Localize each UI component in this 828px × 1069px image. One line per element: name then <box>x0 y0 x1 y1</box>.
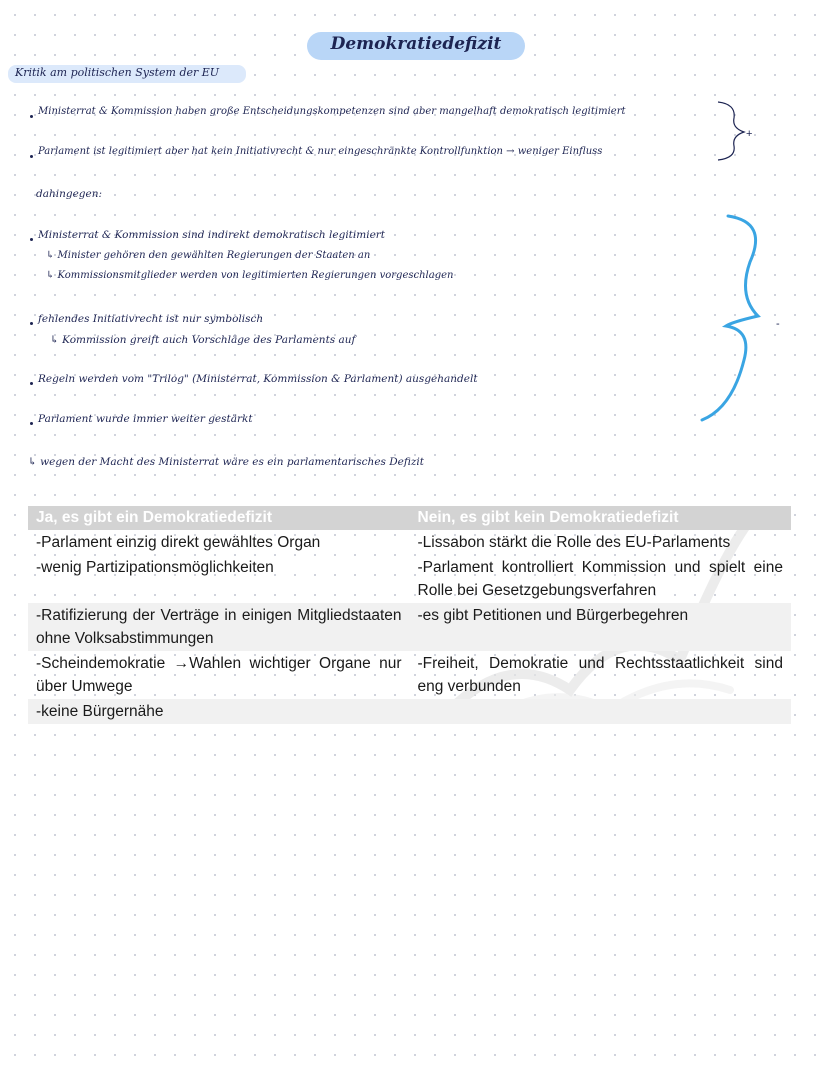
cell-yes: -keine Bürgernähe <box>28 699 410 724</box>
cell-yes: -wenig Partizipationsmöglichkeiten <box>36 559 274 576</box>
note-line-1: Ministerrat & Kommission haben große Entscheidungskompetenzen sind aber mangelhaft demokratisch legitimiert <box>38 106 626 117</box>
cell-yes: -Ratifizierung der Verträge in einigen Mitgliedstaaten ohne Volksabstimmungen <box>28 603 410 651</box>
page-title: Demokratiedefizit <box>330 34 502 54</box>
header-yes: Ja, es gibt ein Demokratiedefizit <box>28 506 410 530</box>
table-row <box>28 603 791 651</box>
subtitle: Kritik am politischen System der EU <box>15 66 220 79</box>
note-line-7: ↳ wegen der Macht des Ministerrat wäre es ein parlamentarisches Defizit <box>28 456 425 468</box>
brace-small <box>718 102 744 160</box>
cell-no: -es gibt Petitionen und Bürgerbegehren <box>410 603 792 651</box>
brace-large-blue <box>702 216 758 420</box>
brace-minus-sign: - <box>776 318 780 330</box>
note-line-3b: ↳ Kommissionsmitglieder werden von legitimierten Regierungen vorgeschlagen <box>46 270 454 281</box>
cell-yes: -Scheindemokratie →Wahlen wichtiger Organe nur über Umwege <box>36 655 402 695</box>
note-dahingegen: dahingegen: <box>36 188 103 200</box>
note-line-4: fehlendes Initiativrecht ist nur symbolisch <box>38 313 264 325</box>
note-line-5: Regeln werden vom "Trilog" (Ministerrat, Kommission & Parlament) ausgehandelt <box>38 373 478 385</box>
table-row <box>28 530 791 555</box>
note-line-3: Ministerrat & Kommission sind indirekt demokratisch legitimiert <box>38 229 386 241</box>
note-line-6: Parlament wurde immer weiter gestärkt <box>38 413 253 425</box>
table-row <box>28 651 791 699</box>
cell-no: -Parlament kontrolliert Kommission und spielt eine Rolle bei Gesetzgebungsverfahren <box>417 559 783 599</box>
note-line-4a: ↳ Kommission greift auch Vorschläge des Parlaments auf <box>50 334 356 346</box>
cell-yes: -Parlament einzig direkt gewähltes Organ <box>36 534 321 551</box>
header-no: Nein, es gibt kein Demokratiedefizit <box>410 506 792 530</box>
cell-no <box>410 699 792 724</box>
brace-plus-sign: + <box>746 128 753 140</box>
table-row <box>28 555 791 603</box>
note-line-2: Parlament ist legitimiert aber hat kein Initiativrecht & nur eingeschränkte Kontrollfunktion → weniger Einfluss <box>38 146 603 157</box>
note-line-3a: ↳ Minister gehören den gewählten Regierungen der Staaten an <box>46 250 371 261</box>
cell-no: -Freiheit, Demokratie und Rechtsstaatlichkeit sind eng verbunden <box>417 655 783 695</box>
cell-no: -Lissabon stärkt die Rolle des EU-Parlaments <box>417 534 731 551</box>
brace-drawings <box>0 0 828 480</box>
table-header-row <box>28 506 791 530</box>
table-row <box>28 699 791 724</box>
comparison-table <box>28 506 791 724</box>
